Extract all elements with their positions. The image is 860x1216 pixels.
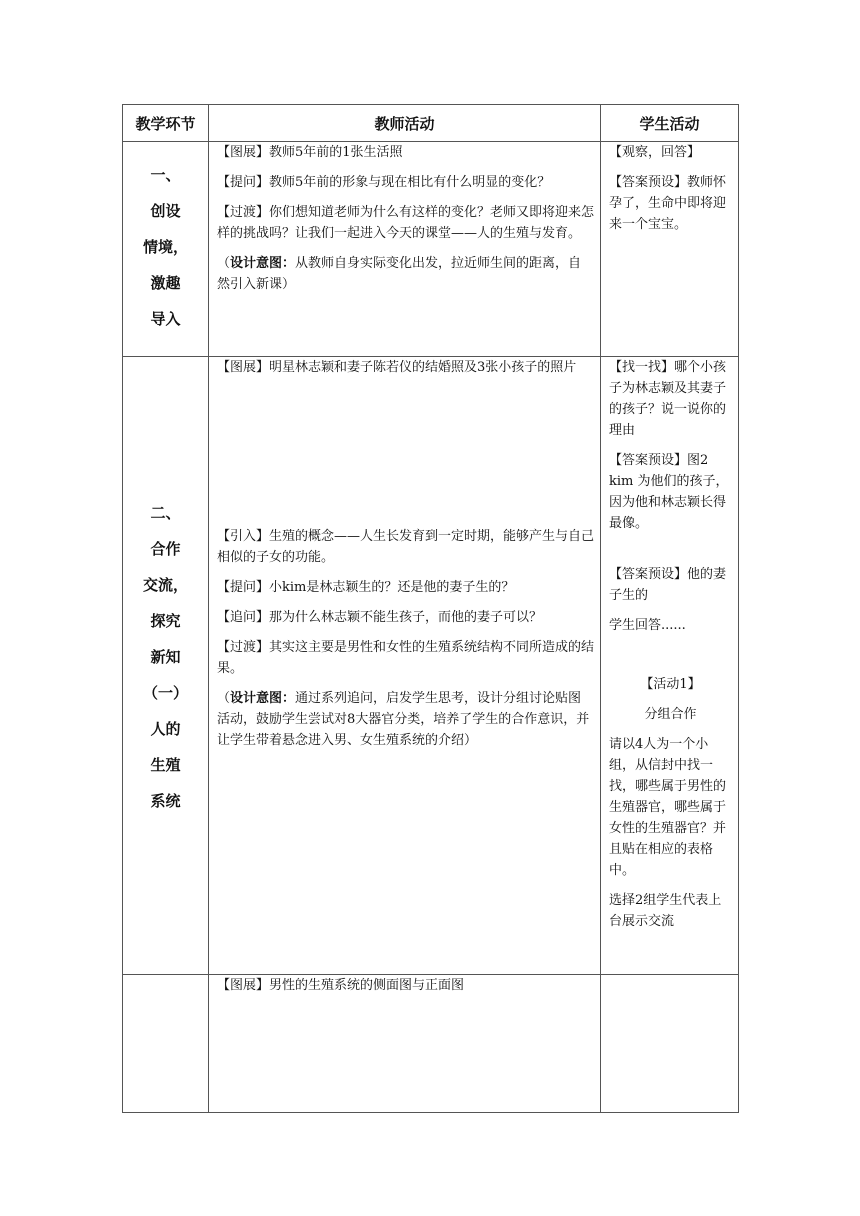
teacher-text: 【图展】教师5年前的1张生活照 xyxy=(217,145,403,160)
lesson-plan-table xyxy=(122,104,739,1113)
table-row xyxy=(123,975,739,1113)
teacher-text: 【追问】那为什么林志颖不能生孩子，而他的妻子可以？ xyxy=(217,610,543,625)
stage-line: 合作 xyxy=(150,540,181,558)
design-intent: （设计意图：从教师自身实际变化出发，拉近师生间的距离，自然引入新课） xyxy=(217,256,582,292)
teacher-text: 【提问】教师5年前的形象与现在相比有什么明显的变化？ xyxy=(217,175,551,190)
teacher-cell xyxy=(209,142,601,357)
header-teacher: 教师活动 xyxy=(209,105,601,142)
student-text: 请以4人为一个小组，从信封中找一找，哪些属于男性的生殖器官，哪些属于女性的生殖器官？并且贴在相应的表格中。 xyxy=(609,737,727,878)
teacher-text: 【图展】明星林志颖和妻子陈若仪的结婚照及3张小孩子的照片 xyxy=(217,360,577,375)
stage-line: 人的 xyxy=(150,720,181,738)
stage-line: 探究 xyxy=(150,612,181,630)
teacher-cell xyxy=(209,357,601,975)
activity-title: 【活动1】 xyxy=(640,677,701,692)
student-text: 【答案预设】图2 kim 为他们的孩子，因为他和林志颖长得最像。 xyxy=(609,453,729,531)
student-cell xyxy=(601,975,739,1113)
table-row xyxy=(123,142,739,357)
header-row xyxy=(123,105,739,142)
stage-line: 激趣 xyxy=(150,274,181,292)
student-text: 【答案预设】教师怀孕了，生命中即将迎来一个宝宝。 xyxy=(609,175,727,232)
stage-line: 情境， xyxy=(142,238,188,256)
activity-subtitle: 分组合作 xyxy=(644,707,697,722)
stage-cell xyxy=(123,975,209,1113)
teacher-text: 【过渡】你们想知道老师为什么有这样的变化？老师又即将迎来怎样的挑战吗？让我们一起进入今天的课堂——人的生殖与发育。 xyxy=(217,205,595,241)
teacher-text: 【引入】生殖的概念——人生长发育到一定时期，能够产生与自己相似的子女的功能。 xyxy=(217,529,595,565)
student-text: 学生回答...... xyxy=(609,618,686,633)
student-text: 【找一找】哪个小孩子为林志颖及其妻子的孩子？说一说你的理由 xyxy=(609,360,727,438)
teacher-text: 【过渡】其实这主要是男性和女性的生殖系统结构不同所造成的结果。 xyxy=(217,640,595,676)
intent-text: 通过系列追问，启发学生思考，设计分组讨论贴图活动，鼓励学生尝试对8大器官分类，培养了学生的合作意识，并让学生带着悬念进入男、女生殖系统的介绍） xyxy=(217,691,590,748)
intent-label: 设计意图： xyxy=(230,691,296,706)
stage-line: 创设 xyxy=(150,202,181,220)
stage-cell xyxy=(123,142,209,357)
table-row xyxy=(123,357,739,975)
stage-line: 一、 xyxy=(150,166,181,184)
student-text: 【答案预设】他的妻子生的 xyxy=(609,567,727,603)
design-intent: （设计意图：通过系列追问，启发学生思考，设计分组讨论贴图活动，鼓励学生尝试对8大器官分类，培养了学生的合作意识，并让学生带着悬念进入男、女生殖系统的介绍） xyxy=(217,691,590,748)
teacher-text: 【提问】小kim是林志颖生的？还是他的妻子生的？ xyxy=(217,580,515,595)
student-cell xyxy=(601,357,739,975)
stage-line: 导入 xyxy=(150,310,181,328)
intent-text: 从教师自身实际变化出发，拉近师生间的距离，自然引入新课） xyxy=(217,256,582,292)
stage-cell xyxy=(123,357,209,975)
student-text: 选择2组学生代表上台展示交流 xyxy=(609,893,722,929)
student-cell xyxy=(601,142,739,357)
stage-line: （一） xyxy=(142,684,188,702)
student-text: 【观察，回答】 xyxy=(609,145,701,160)
stage-line: 新知 xyxy=(150,648,181,666)
header-student: 学生活动 xyxy=(601,105,739,142)
stage-line: 系统 xyxy=(150,792,181,810)
teacher-cell xyxy=(209,975,601,1113)
intent-label: 设计意图： xyxy=(230,256,296,271)
header-stage: 教学环节 xyxy=(123,105,209,142)
stage-line: 生殖 xyxy=(150,756,181,774)
stage-line: 二、 xyxy=(150,504,181,522)
teacher-text: 【图展】男性的生殖系统的侧面图与正面图 xyxy=(217,978,465,993)
stage-line: 交流， xyxy=(142,576,188,594)
